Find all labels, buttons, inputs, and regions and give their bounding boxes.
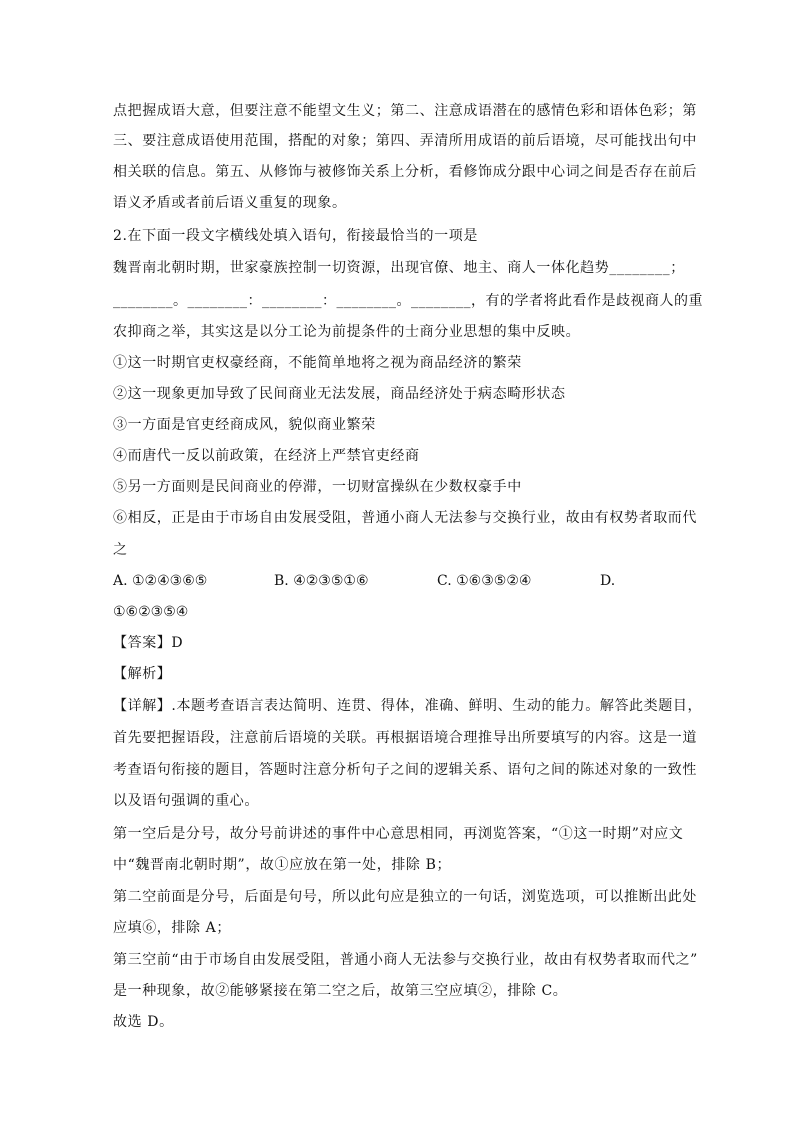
blank2-line: 第二空前面是分号，后面是句号，所以此句应是独立的一句话，浏览选项，可以推断出此处 [113, 889, 697, 905]
statement-item: ③一方面是官吏经商成风，貌似商业繁荣 [113, 417, 376, 433]
detail-line: 首先要把握语段，注意前后语境的关联。再根据语境合理推导出所要填写的内容。这是一道 [113, 730, 697, 746]
paragraph-line: 语义矛盾或者前后语义重复的现象。 [113, 195, 347, 211]
statement-item: ②这一现象更加导致了民间商业无法发展，商品经济处于病态畸形状态 [113, 386, 566, 402]
statement-item-wrap: 之 [113, 542, 128, 558]
option-d-letter: D. [600, 573, 616, 589]
statement-item: ⑤另一方面则是民间商业的停滞，一切财富操纵在少数权豪手中 [113, 479, 522, 495]
passage-line: 魏晋南北朝时期，世家豪族控制一切资源，出现官僚、地主、商人一体化趋势________； [113, 260, 685, 276]
passage-line: 农抑商之举，其实这是以分工论为前提条件的士商分业思想的集中反映。 [113, 324, 581, 340]
option-b: B. ④②③⑤①⑥ [274, 573, 369, 589]
option-c: C. ①⑥③⑤②④ [437, 573, 532, 589]
conclusion-line: 故选 D。 [113, 1014, 174, 1030]
answer-line: 【答案】D [113, 635, 184, 651]
paragraph-line: 三、要注意成语使用范围，搭配的对象；第四、弄清所用成语的前后语境，尽可能找出句中 [113, 133, 697, 149]
option-a: A. ①②④③⑥⑤ [113, 573, 208, 589]
statement-item: ④而唐代一反以前政策，在经济上严禁官吏经商 [113, 448, 420, 464]
option-d-value: ①⑥②③⑤④ [113, 604, 189, 620]
paragraph-line: 点把握成语大意，但要注意不能望文生义；第二、注意成语潜在的感情色彩和语体色彩；第 [113, 103, 697, 119]
passage-line: ________。________：________：________。________，有的学者将此看作是歧视商人的重 [113, 293, 703, 309]
analysis-heading: 【解析】 [113, 666, 172, 682]
blank1-line: 中“魏晋南北朝时期”，故①应放在第一处，排除 B； [113, 857, 452, 873]
detail-line: 【详解】.本题考查语言表达简明、连贯、得体，准确、鲜明、生动的能力。解答此类题目， [113, 698, 703, 714]
detail-line: 考查语句衔接的题目，答题时注意分析句子之间的逻辑关系、语句之间的陈述对象的一致性 [113, 762, 697, 778]
statement-item: ⑥相反，正是由于市场自由发展受阻，普通小商人无法参与交换行业，故由有权势者取而代 [113, 510, 697, 526]
question-stem: 2.在下面一段文字横线处填入语句，衔接最恰当的一项是 [113, 228, 478, 244]
blank3-line: 第三空前“由于市场自由发展受阻，普通小商人无法参与交换行业，故由有权势者取而代之” [113, 952, 698, 968]
detail-line: 以及语句强调的重心。 [113, 793, 259, 809]
paragraph-line: 相关联的信息。第五、从修饰与被修饰关系上分析，看修饰成分跟中心词之间是否存在前后 [113, 164, 697, 180]
blank1-line: 第一空后是分号，故分号前讲述的事件中心意思相同，再浏览答案，“①这一时期”对应文 [113, 826, 684, 842]
blank2-line: 应填⑥，排除 A； [113, 920, 231, 936]
blank3-line: 是一种现象，故②能够紧接在第二空之后，故第三空应填②，排除 C。 [113, 983, 568, 999]
statement-item: ①这一时期官吏权豪经商，不能简单地将之视为商品经济的繁荣 [113, 355, 522, 371]
